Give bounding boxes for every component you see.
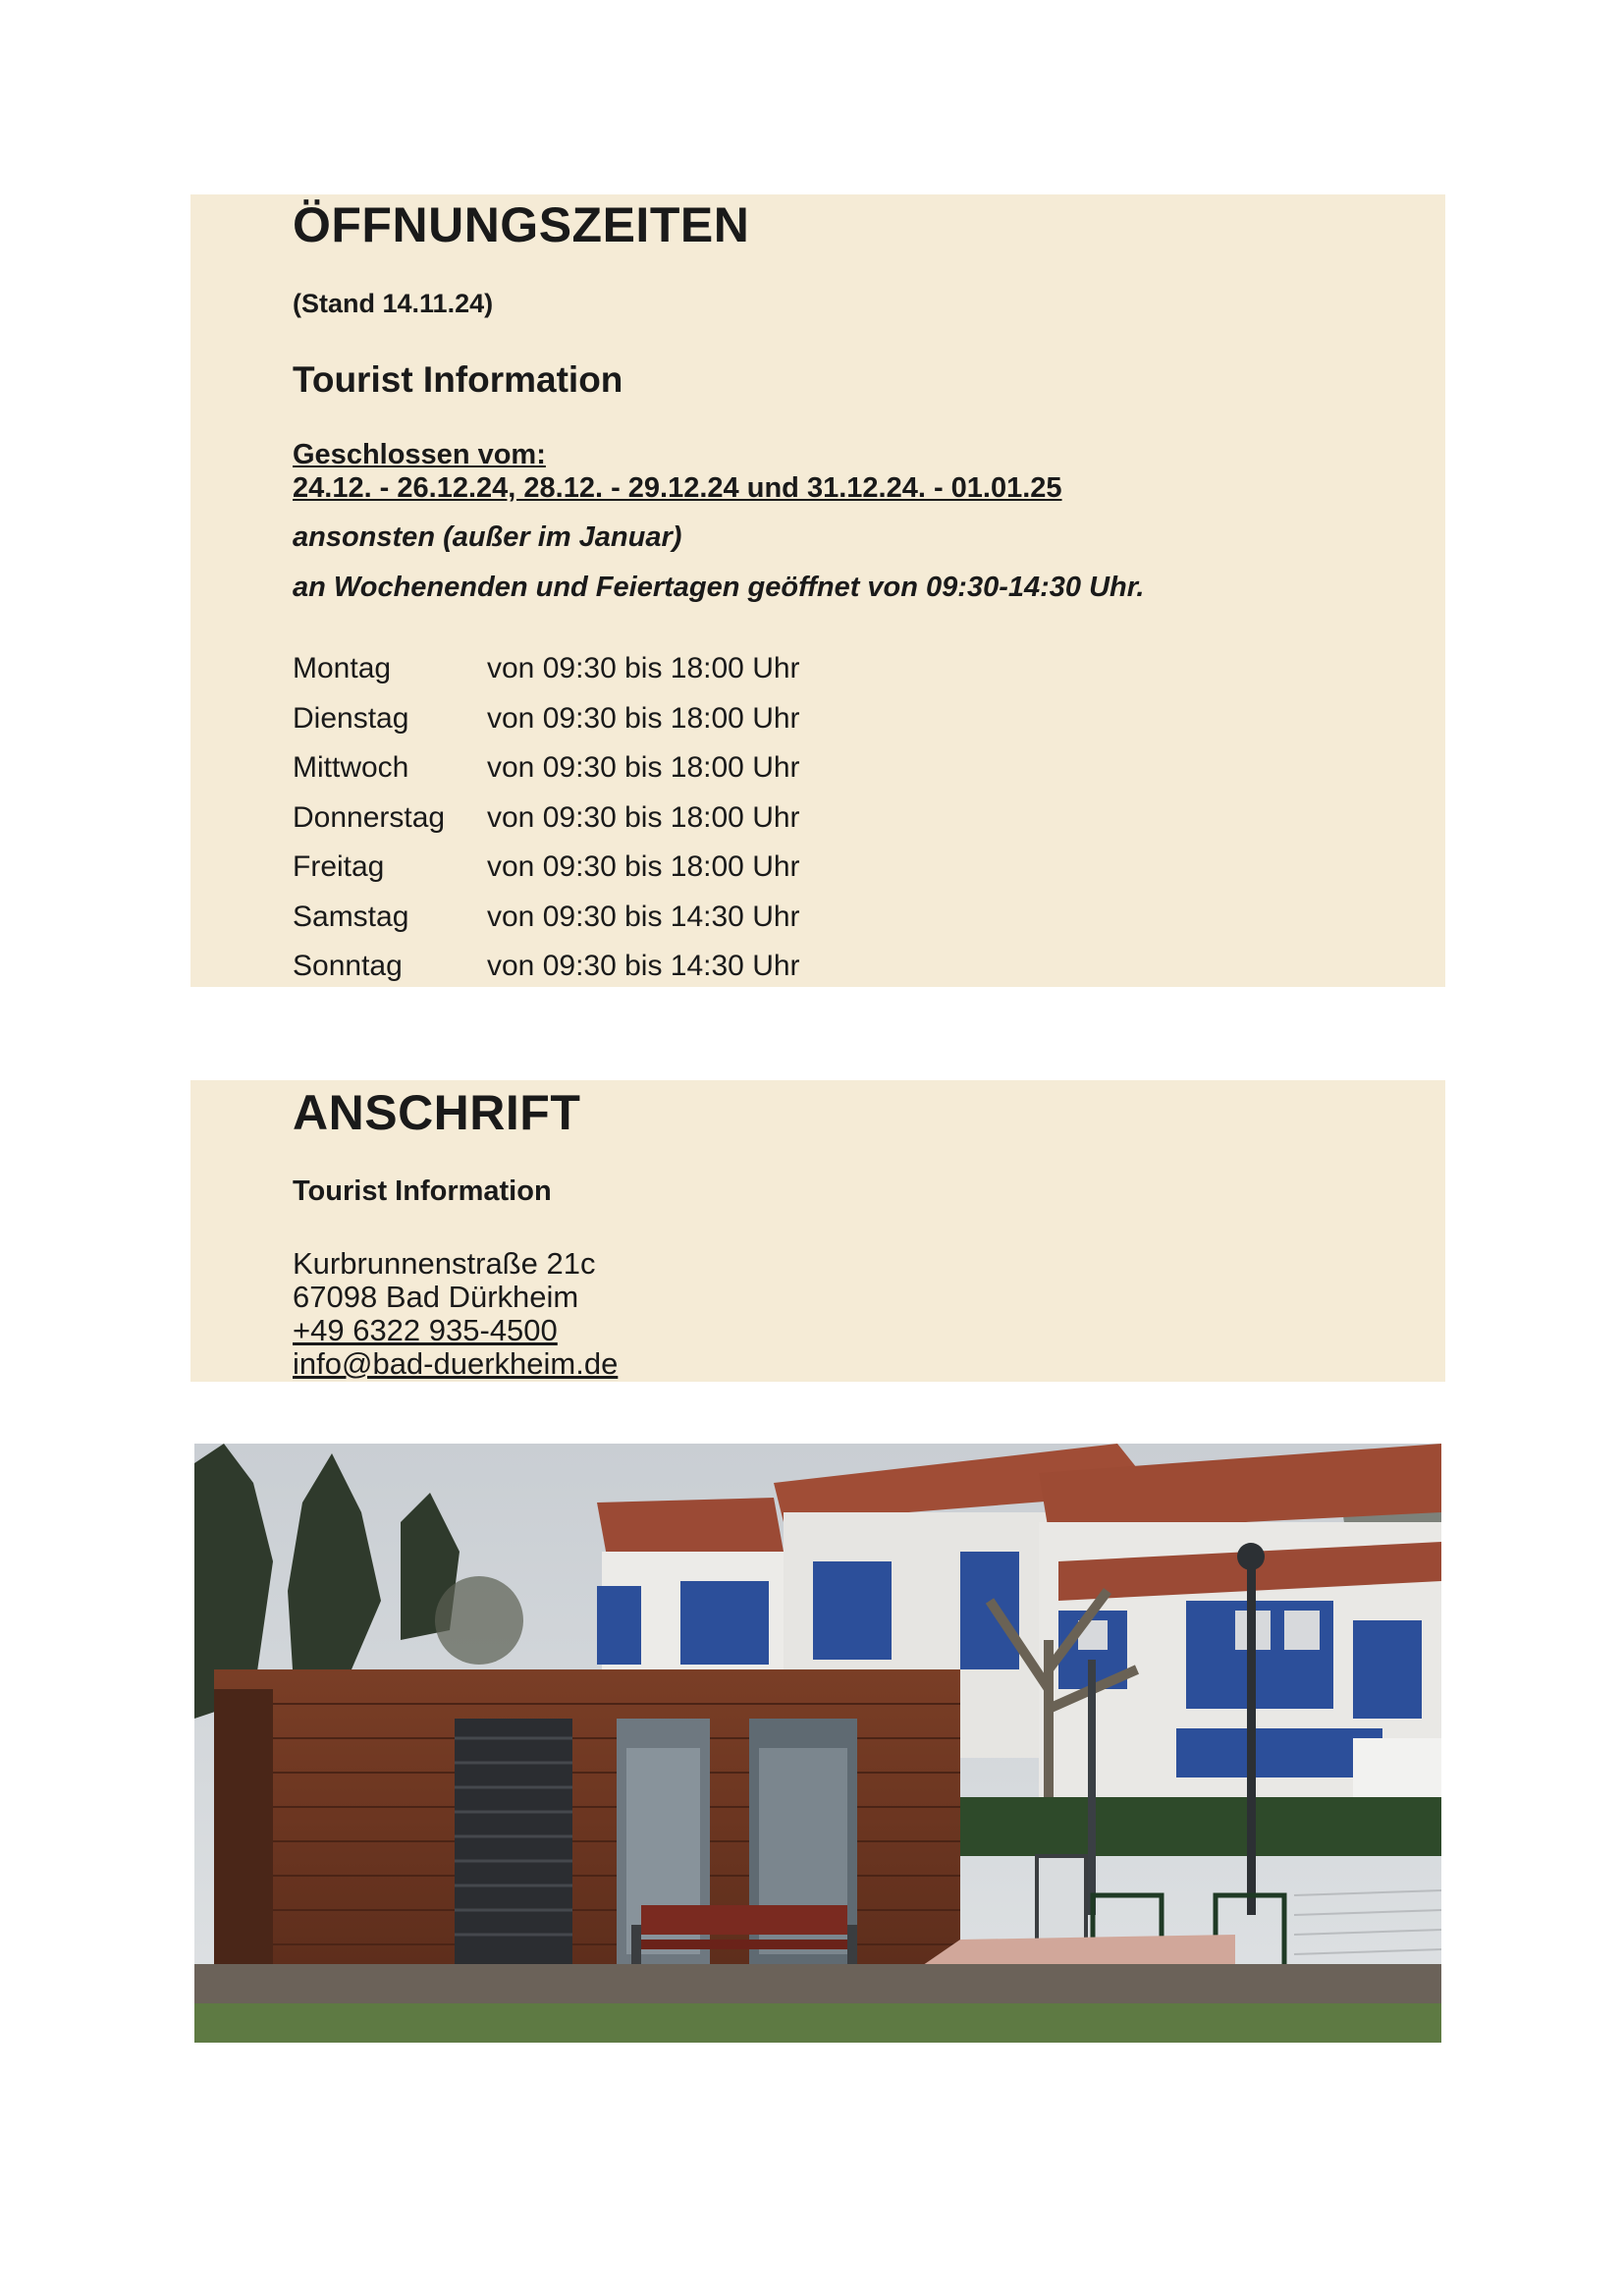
- schedule-time: von 09:30 bis 18:00 Uhr: [487, 652, 800, 684]
- schedule-time: von 09:30 bis 18:00 Uhr: [487, 801, 800, 834]
- opening-note-2: an Wochenenden und Feiertagen geöffnet von 09:30-14:30 Uhr.: [293, 572, 1145, 603]
- email-link[interactable]: info@bad-duerkheim.de: [293, 1346, 619, 1381]
- schedule-time: von 09:30 bis 14:30 Uhr: [487, 901, 800, 933]
- schedule-day: Sonntag: [293, 950, 403, 982]
- schedule-time: von 09:30 bis 18:00 Uhr: [487, 850, 800, 883]
- tourist-information-building-photo: [194, 1444, 1441, 2043]
- stand-date: (Stand 14.11.24): [293, 289, 494, 318]
- weekly-schedule: [293, 652, 1406, 986]
- schedule-day: Samstag: [293, 901, 409, 933]
- hours-subheading: Tourist Information: [293, 359, 623, 400]
- closure-notice: [293, 438, 1406, 505]
- street-address: Kurbrunnenstraße 21c: [293, 1246, 596, 1281]
- city-address: 67098 Bad Dürkheim: [293, 1280, 579, 1314]
- address-panel: [190, 1080, 1445, 1382]
- schedule-day: Mittwoch: [293, 751, 409, 784]
- schedule-day: Montag: [293, 652, 392, 684]
- opening-hours-panel: [190, 194, 1445, 987]
- schedule-day: Donnerstag: [293, 801, 446, 834]
- schedule-time: von 09:30 bis 18:00 Uhr: [487, 751, 800, 784]
- schedule-time: von 09:30 bis 14:30 Uhr: [487, 950, 800, 982]
- schedule-day: Freitag: [293, 850, 385, 883]
- schedule-day: Dienstag: [293, 702, 409, 735]
- address-block: [293, 1247, 1406, 1381]
- building-photo-illustration: [194, 1444, 1441, 2043]
- address-heading: ANSCHRIFT: [293, 1085, 581, 1140]
- opening-hours-heading: ÖFFNUNGSZEITEN: [293, 197, 750, 252]
- address-subheading: Tourist Information: [293, 1175, 552, 1207]
- schedule-time: von 09:30 bis 18:00 Uhr: [487, 702, 800, 735]
- opening-note-1: ansonsten (außer im Januar): [293, 521, 682, 553]
- closed-label: Geschlossen vom:: [293, 439, 546, 470]
- phone-link[interactable]: +49 6322 935-4500: [293, 1313, 558, 1347]
- closed-dates: 24.12. - 26.12.24, 28.12. - 29.12.24 und 31.12.24. - 01.01.25: [293, 472, 1062, 504]
